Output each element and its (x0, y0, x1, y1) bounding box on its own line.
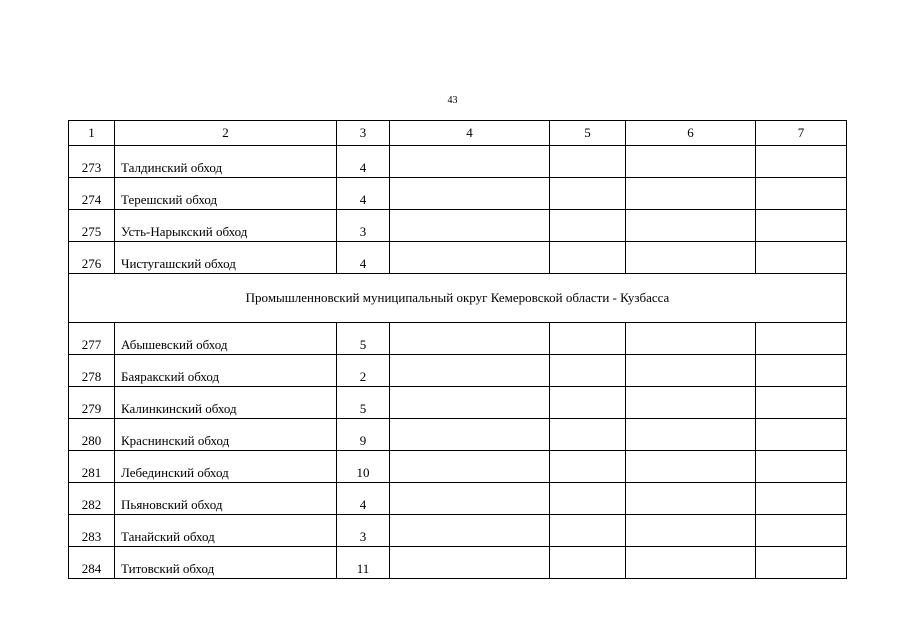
empty-cell (390, 146, 550, 178)
table-header-row (69, 121, 847, 146)
empty-cell (550, 451, 626, 483)
row-count: 4 (337, 178, 390, 210)
empty-cell (756, 210, 847, 242)
row-name: Талдинский обход (115, 146, 337, 178)
empty-cell (550, 419, 626, 451)
column-header: 7 (756, 121, 847, 146)
forest-district-table (68, 120, 847, 579)
empty-cell (756, 547, 847, 579)
column-header: 6 (626, 121, 756, 146)
row-name: Калинкинский обход (115, 387, 337, 419)
row-number: 278 (69, 355, 115, 387)
row-count: 2 (337, 355, 390, 387)
row-name: Краснинский обход (115, 419, 337, 451)
row-number: 275 (69, 210, 115, 242)
empty-cell (390, 323, 550, 355)
empty-cell (756, 515, 847, 547)
empty-cell (550, 323, 626, 355)
empty-cell (550, 483, 626, 515)
table-row (69, 483, 847, 515)
table-row (69, 451, 847, 483)
empty-cell (390, 210, 550, 242)
empty-cell (626, 483, 756, 515)
empty-cell (390, 515, 550, 547)
empty-cell (756, 242, 847, 274)
section-title: Промышленновский муниципальный округ Кемеровской области - Кузбасса (69, 274, 847, 323)
row-count: 4 (337, 242, 390, 274)
column-header: 3 (337, 121, 390, 146)
table-row (69, 323, 847, 355)
row-name: Лебединский обход (115, 451, 337, 483)
empty-cell (756, 483, 847, 515)
row-count: 11 (337, 547, 390, 579)
empty-cell (756, 387, 847, 419)
table-row (69, 387, 847, 419)
empty-cell (626, 323, 756, 355)
empty-cell (550, 210, 626, 242)
empty-cell (626, 178, 756, 210)
empty-cell (550, 355, 626, 387)
row-name: Терешский обход (115, 178, 337, 210)
empty-cell (550, 515, 626, 547)
table-row (69, 210, 847, 242)
row-name: Титовский обход (115, 547, 337, 579)
empty-cell (626, 451, 756, 483)
empty-cell (550, 178, 626, 210)
row-number: 281 (69, 451, 115, 483)
row-number: 284 (69, 547, 115, 579)
row-count: 5 (337, 323, 390, 355)
empty-cell (626, 387, 756, 419)
empty-cell (756, 419, 847, 451)
empty-cell (756, 451, 847, 483)
row-count: 4 (337, 146, 390, 178)
table-row (69, 547, 847, 579)
empty-cell (626, 146, 756, 178)
column-header: 1 (69, 121, 115, 146)
row-number: 280 (69, 419, 115, 451)
row-name: Танайский обход (115, 515, 337, 547)
empty-cell (626, 547, 756, 579)
row-number: 277 (69, 323, 115, 355)
row-count: 10 (337, 451, 390, 483)
empty-cell (756, 178, 847, 210)
empty-cell (756, 146, 847, 178)
empty-cell (550, 242, 626, 274)
row-count: 4 (337, 483, 390, 515)
empty-cell (626, 355, 756, 387)
row-name: Абышевский обход (115, 323, 337, 355)
row-number: 274 (69, 178, 115, 210)
empty-cell (626, 515, 756, 547)
column-header: 5 (550, 121, 626, 146)
row-number: 283 (69, 515, 115, 547)
row-name: Пьяновский обход (115, 483, 337, 515)
empty-cell (390, 387, 550, 419)
row-number: 279 (69, 387, 115, 419)
column-header: 2 (115, 121, 337, 146)
empty-cell (390, 483, 550, 515)
row-number: 276 (69, 242, 115, 274)
empty-cell (390, 547, 550, 579)
empty-cell (390, 419, 550, 451)
page-number: 43 (447, 95, 458, 106)
table-row (69, 355, 847, 387)
table-row (69, 146, 847, 178)
row-name: Чистугашский обход (115, 242, 337, 274)
row-name: Баяракский обход (115, 355, 337, 387)
empty-cell (550, 387, 626, 419)
row-count: 9 (337, 419, 390, 451)
empty-cell (756, 323, 847, 355)
empty-cell (626, 210, 756, 242)
table-row (69, 178, 847, 210)
row-number: 282 (69, 483, 115, 515)
row-name: Усть-Нарыкский обход (115, 210, 337, 242)
row-number: 273 (69, 146, 115, 178)
empty-cell (626, 242, 756, 274)
empty-cell (390, 178, 550, 210)
table-row (69, 242, 847, 274)
empty-cell (550, 547, 626, 579)
table-row (69, 419, 847, 451)
empty-cell (390, 355, 550, 387)
row-count: 5 (337, 387, 390, 419)
empty-cell (390, 242, 550, 274)
empty-cell (756, 355, 847, 387)
column-header: 4 (390, 121, 550, 146)
section-row (69, 274, 847, 323)
row-count: 3 (337, 515, 390, 547)
empty-cell (626, 419, 756, 451)
empty-cell (550, 146, 626, 178)
row-count: 3 (337, 210, 390, 242)
empty-cell (390, 451, 550, 483)
table-row (69, 515, 847, 547)
